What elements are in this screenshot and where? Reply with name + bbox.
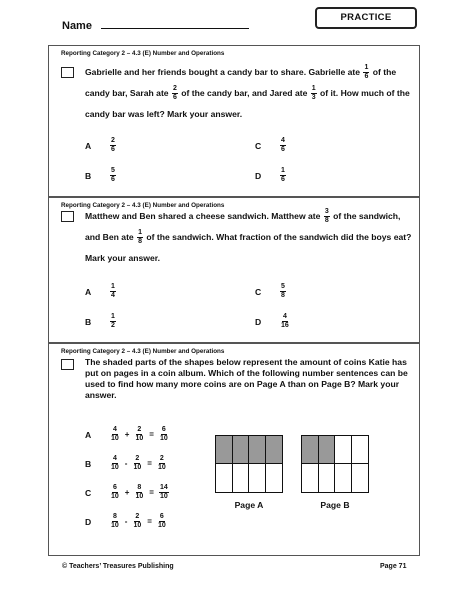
shaded-cell [302, 436, 319, 464]
name-label: Name [62, 20, 92, 32]
empty-cell [335, 464, 352, 492]
shaded-cell [319, 436, 336, 464]
option-b[interactable]: B $\frac{4}{10}$ - $\frac{2}{10}$ = $\frac{2}{10}$ [85, 455, 166, 471]
name-row [62, 19, 249, 32]
name-line[interactable] [101, 19, 249, 29]
option-b[interactable]: B $\frac{5}{6}$ [85, 167, 115, 183]
empty-cell [249, 464, 266, 492]
empty-cell [302, 464, 319, 492]
option-c[interactable]: C $\frac{5}{8}$ [255, 283, 285, 299]
question-3 [48, 343, 420, 556]
category-label: Reporting Category 2 – 4.3 (E) Number and Operations [61, 50, 225, 57]
category-label: Reporting Category 2 – 4.3 (E) Number and Operations [61, 348, 225, 355]
option-a[interactable]: A $\frac{1}{4}$ [85, 283, 115, 299]
fraction: $\frac{3}{8}$ [324, 208, 329, 225]
question-stem: Gabrielle and her friends bought a candy bar to share. Gabrielle ate $\frac{1}{6}$ of the candy bar, Sarah ate $\frac{2}{6}$ of the candy bar, and Jared ate $\frac{1}{3}$ of it. How much of the candy bar was left? Mark your answer. [85, 64, 410, 119]
option-c[interactable]: C $\frac{4}{6}$ [255, 137, 285, 153]
option-b[interactable]: B $\frac{1}{2}$ [85, 313, 115, 329]
answer-checkbox[interactable] [61, 67, 74, 78]
empty-cell [352, 464, 369, 492]
page-a-label: Page A [234, 500, 264, 510]
question-2 [48, 197, 420, 343]
fraction: $\frac{1}{6}$ [364, 64, 369, 81]
empty-cell [335, 436, 352, 464]
empty-cell [216, 464, 233, 492]
option-a[interactable]: A $\frac{2}{6}$ [85, 137, 115, 153]
option-d[interactable]: D $\frac{8}{10}$ - $\frac{2}{10}$ = $\frac{6}{10}$ [85, 513, 166, 529]
fraction: $\frac{1}{8}$ [138, 229, 143, 246]
shaded-cell [233, 436, 250, 464]
category-label: Reporting Category 2 – 4.3 (E) Number and Operations [61, 202, 225, 209]
page-b-grid [301, 435, 369, 493]
shaded-cell [216, 436, 233, 464]
option-d[interactable]: D $\frac{1}{6}$ [255, 167, 285, 183]
page-b-label: Page B [320, 500, 350, 510]
empty-cell [233, 464, 250, 492]
practice-badge: PRACTICE [315, 7, 417, 29]
empty-cell [266, 464, 283, 492]
question-stem: Matthew and Ben shared a cheese sandwich. Matthew ate $\frac{3}{8}$ of the sandwich, and Ben ate $\frac{1}{8}$ of the sandwich. What fraction of the sandwich did the boys eat? Mark your answer. [85, 208, 412, 263]
fraction: $\frac{1}{3}$ [311, 85, 316, 102]
question-stem: The shaded parts of the shapes below represent the amount of coins Katie has put on pages in a coin album. Which of the following number sentences can be used to find how many more coins are on Page A than on Page B? Mark your answer. [85, 357, 408, 400]
empty-cell [319, 464, 336, 492]
footer-page-number: Page 71 [380, 563, 407, 570]
answer-checkbox[interactable] [61, 211, 74, 222]
option-d[interactable]: D $\frac{4}{16}$ [255, 313, 289, 329]
page-a-grid [215, 435, 283, 493]
fraction: $\frac{2}{6}$ [172, 85, 177, 102]
question-1 [48, 45, 420, 197]
shaded-cell [266, 436, 283, 464]
footer-publisher: © Teachers’ Treasures Publishing [62, 563, 174, 570]
option-c[interactable]: C $\frac{6}{10}$ + $\frac{8}{10}$ = $\frac{14}{10}$ [85, 484, 168, 500]
shaded-cell [249, 436, 266, 464]
answer-checkbox[interactable] [61, 359, 74, 370]
option-a[interactable]: A $\frac{4}{10}$ + $\frac{2}{10}$ = $\frac{6}{10}$ [85, 426, 168, 442]
empty-cell [352, 436, 369, 464]
